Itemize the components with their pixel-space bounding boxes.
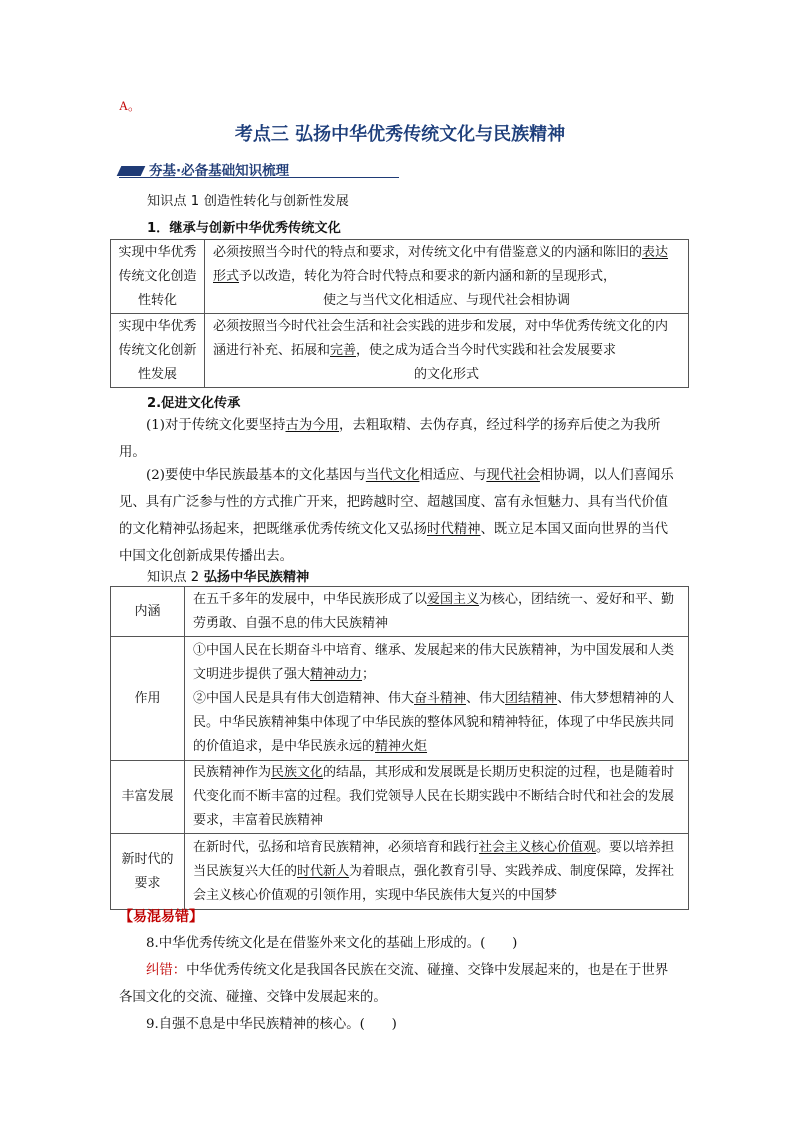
paragraph-1: (1)对于传统文化要坚持古为今用，去粗取精、去伪存真，经过科学的扬弃后使之为我所用。 xyxy=(119,418,661,460)
section-banner xyxy=(119,158,399,180)
kp1-title: 创造性转化与创新性发展 xyxy=(203,194,349,209)
banner-underline xyxy=(119,177,399,178)
correction-label: 纠错： xyxy=(146,963,187,978)
row-label-zuoyong: 作用 xyxy=(111,637,185,761)
knowledge-point-2-heading xyxy=(147,566,309,585)
subheading-promote-inherit: 2.促进文化传承 xyxy=(147,396,241,411)
blank-underlined: 社会主义核心价值观 xyxy=(479,839,597,855)
row-content-xinshidai: 在新时代，弘扬和培育民族精神，必须培育和践行社会主义核心价值观。要以培养担当民族复兴大任的时代新人为着眼点，强化教育引导、实践养成、制度保障，发挥社会主义核心价值观的引领作用，实现中华民族伟大复兴的中国梦 xyxy=(185,834,689,910)
blank-underlined: 古为今用 xyxy=(285,418,340,433)
correction-text: 中华优秀传统文化是我国各民族在交流、碰撞、交锋中发展起来的，也是在于世界各国文化的交流、碰撞、交锋中发展起来的。 xyxy=(119,963,669,1005)
row-label-transform: 实现中华优秀传统文化创造性转化 xyxy=(111,240,205,314)
row-label-develop: 实现中华优秀传统文化创新性发展 xyxy=(111,314,205,388)
question-9: 9.自强不息是中华民族精神的核心。( ) xyxy=(146,1017,397,1032)
mistake-heading: 【易混易错】 xyxy=(119,909,203,925)
blank-underlined: 精神动力 xyxy=(310,666,363,682)
table-row xyxy=(111,314,689,388)
blank-underlined: 爱国主义 xyxy=(427,591,480,607)
blank-underlined: 时代精神 xyxy=(426,522,481,537)
paragraph-2: (2)要使中华民族最基本的文化基因与当代文化相适应、与现代社会相协调，以人们喜闻乐见、具有广泛参与性的方式推广开来，把跨越时空、超越国度、富有永恒魅力、具有当代价值的文化精神弘扬起来，把既继承优秀传统文化又弘扬时代精神、既立足本国又面向世界的当代中国文化创新成果传播出去。 xyxy=(119,468,674,564)
correction-paragraph xyxy=(119,957,681,1011)
page-title: 考点三 弘扬中华优秀传统文化与民族精神 xyxy=(234,124,566,145)
blank-underlined: 当代文化 xyxy=(365,468,420,483)
question-8: 8.中华优秀传统文化是在借鉴外来文化的基础上形成的。( ) xyxy=(146,936,518,951)
row-content-neihan: 在五千多年的发展中，中华民族形成了以爱国主义为核心，团结统一、爱好和平、勤劳勇敢、自强不息的伟大民族精神 xyxy=(185,587,689,637)
kp2-title: 弘扬中华民族精神 xyxy=(203,570,310,585)
blank-underlined: 时代新人 xyxy=(297,863,350,879)
blank-underlined: 奋斗精神 xyxy=(414,690,467,706)
kp2-prefix: 知识点 2 xyxy=(147,570,200,585)
row-content-zuoyong: ①中国人民在长期奋斗中培育、继承、发展起来的伟大民族精神，为中国发展和人类文明进步提供了强大精神动力； ②中国人民是具有伟大创造精神、伟大奋斗精神、伟大团结精神、伟大梦想精神的人民。中华民族精神集中体现了中华民族的整体风貌和精神特征，体现了中华民族共同的价值追求，是中华民族永远的精神火炬 xyxy=(185,637,689,761)
table-national-spirit xyxy=(110,586,689,910)
blank-underlined: 完善 xyxy=(330,342,357,358)
answer-fragment: A。 xyxy=(119,99,141,113)
table-row xyxy=(111,637,689,761)
table-transform-develop xyxy=(110,239,689,388)
blank-underlined: 现代社会 xyxy=(486,468,540,483)
banner-bar-icon xyxy=(117,166,146,176)
knowledge-point-1-heading xyxy=(147,190,349,209)
table-row xyxy=(111,240,689,314)
section-banner-label: 夯基·必备基础知识梳理 xyxy=(149,163,290,179)
row-content-transform: 必须按照当今时代的特点和要求，对传统文化中有借鉴意义的内涵和陈旧的表达形式予以改造，转化为符合时代特点和要求的新内涵和新的呈现形式， 使之与当代文化相适应、与现代社会相协调 xyxy=(205,240,689,314)
row-label-neihan: 内涵 xyxy=(111,587,185,637)
subheading-inherit-innovate: 1．继承与创新中华优秀传统文化 xyxy=(147,221,341,236)
table-row xyxy=(111,834,689,910)
table-row xyxy=(111,761,689,834)
blank-underlined: 团结精神 xyxy=(505,690,558,706)
row-content-fengfu: 民族精神作为民族文化的结晶，其形成和发展既是长期历史积淀的过程，也是随着时代变化而不断丰富的过程。我们党领导人民在长期实践中不断结合时代和社会的发展要求，丰富着民族精神 xyxy=(185,761,689,834)
blank-underlined: 表达形式 xyxy=(213,244,669,284)
blank-underlined: 精神火炬 xyxy=(375,738,428,754)
row-content-develop: 必须按照当今时代社会生活和社会实践的进步和发展，对中华优秀传统文化的内涵进行补充、拓展和完善，使之成为适合当今时代实践和社会发展要求 的文化形式 xyxy=(205,314,689,388)
row-label-xinshidai: 新时代的要求 xyxy=(111,834,185,910)
table-row xyxy=(111,587,689,637)
kp1-prefix: 知识点 1 xyxy=(147,194,200,209)
blank-underlined: 民族文化 xyxy=(271,765,324,780)
row-label-fengfu: 丰富发展 xyxy=(111,761,185,834)
